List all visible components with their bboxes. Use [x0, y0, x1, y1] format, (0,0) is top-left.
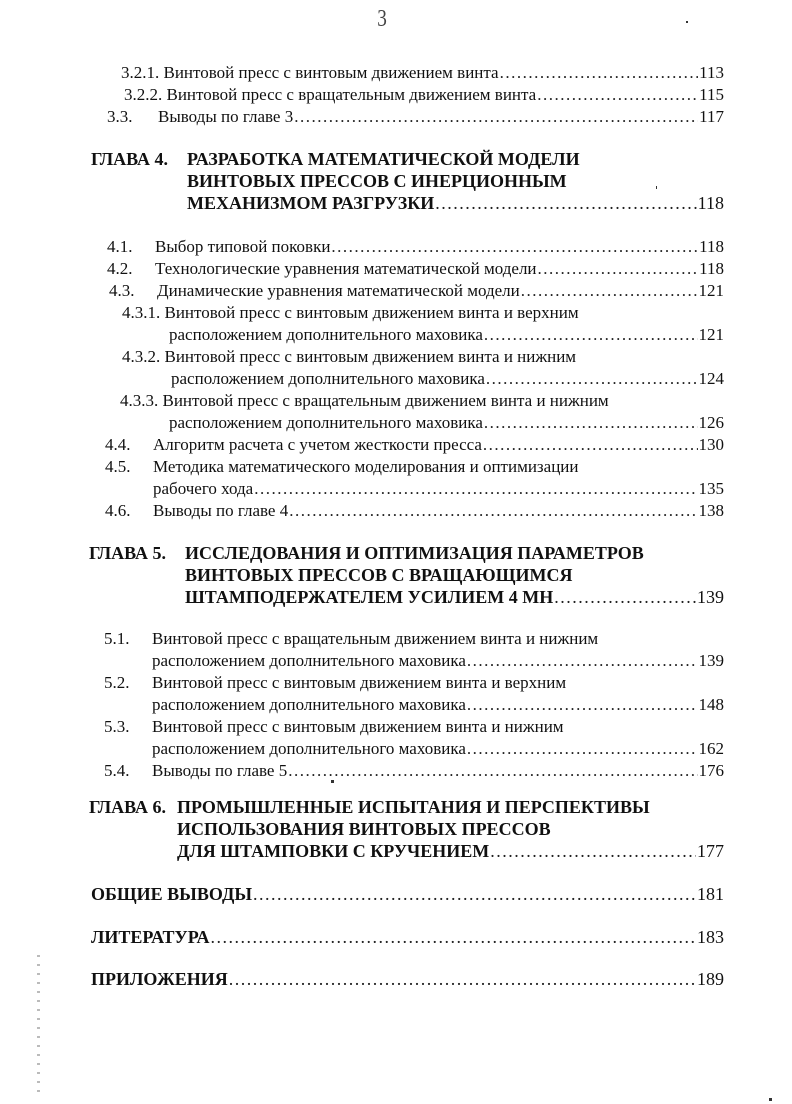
chapter-title-line: ПРОМЫШЛЕННЫЕ ИСПЫТАНИЯ И ПЕРСПЕКТИВЫ	[177, 797, 650, 817]
entry-title: Винтовой пресс с вращательным движением винта	[166, 85, 537, 104]
entry-title: Выводы по главе 3	[158, 107, 294, 126]
entry-title: Винтовой пресс с вращательным движением винта и нижним	[162, 391, 609, 410]
toc-entry-3-2-2[interactable]	[124, 84, 724, 106]
entry-page: 176	[698, 761, 724, 780]
leader-dots	[210, 926, 696, 948]
entry-number: 5.2.	[104, 673, 130, 692]
toc-entry-5-4[interactable]	[104, 760, 724, 782]
entry-page: 126	[698, 413, 724, 432]
leader-dots	[288, 760, 697, 782]
entry-number: 5.4.	[104, 761, 130, 780]
page-number: 3	[377, 6, 387, 32]
leader-dots	[229, 968, 696, 990]
scan-speck	[686, 21, 688, 23]
toc-entry-5-1-cont[interactable]	[152, 650, 724, 672]
toc-entry-4-3-1[interactable]	[122, 302, 579, 324]
leader-dots	[331, 236, 698, 258]
chapter-4-title-line-2: ВИНТОВЫХ ПРЕССОВ С ИНЕРЦИОННЫМ	[187, 171, 567, 191]
toc-entry-literature[interactable]	[91, 926, 724, 948]
entry-title: Винтовой пресс с вращательным движением винта и нижним	[152, 629, 599, 648]
leader-dots	[289, 500, 697, 522]
toc-entry-4-3-3[interactable]	[120, 390, 609, 412]
entry-page: 162	[698, 739, 724, 758]
entry-page: 148	[698, 695, 724, 714]
entry-title: Технологические уравнения математической модели	[155, 259, 537, 278]
chapter-label: ГЛАВА 5.	[89, 543, 167, 563]
chapter-6-heading[interactable]	[89, 796, 650, 818]
entry-title: Винтовой пресс с винтовым движением винта и нижним	[152, 717, 564, 736]
entry-number: 3.2.2.	[124, 85, 163, 104]
entry-page: 117	[699, 107, 724, 126]
entry-number: 5.3.	[104, 717, 130, 736]
leader-dots	[294, 106, 698, 128]
entry-page: 135	[698, 479, 724, 498]
chapter-label: ГЛАВА 4.	[91, 149, 169, 169]
leader-dots	[486, 368, 698, 390]
leader-dots	[467, 738, 698, 760]
entry-page: 121	[698, 281, 724, 300]
chapter-6-title-line-3[interactable]: ДЛЯ ШТАМПОВКИ С КРУЧЕНИЕМ ..... 177	[177, 840, 724, 862]
entry-title-cont: расположением дополнительного маховика	[169, 325, 483, 344]
entry-page: 115	[699, 85, 724, 104]
entry-title: ОБЩИЕ ВЫВОДЫ	[91, 884, 253, 904]
leader-dots	[521, 280, 698, 302]
leader-dots	[538, 258, 699, 280]
entry-number: 5.1.	[104, 629, 130, 648]
toc-entry-4-3-3-cont[interactable]	[169, 412, 724, 434]
entry-title-cont: расположением дополнительного маховика	[152, 695, 466, 714]
entry-title: ЛИТЕРАТУРА	[91, 927, 210, 947]
entry-title: Алгоритм расчета с учетом жесткости пресса	[153, 435, 482, 454]
leader-dots	[490, 840, 696, 862]
leader-dots	[253, 883, 696, 905]
entry-page: 118	[699, 237, 724, 256]
entry-number: 3.2.1.	[121, 63, 160, 82]
chapter-title-line: РАЗРАБОТКА МАТЕМАТИЧЕСКОЙ МОДЕЛИ	[187, 149, 580, 169]
entry-page: 121	[698, 325, 724, 344]
toc-entry-4-5-cont[interactable]	[153, 478, 724, 500]
toc-entry-4-3-2-cont[interactable]	[171, 368, 724, 390]
leader-dots	[537, 84, 698, 106]
toc-entry-appendices[interactable]	[91, 968, 724, 990]
entry-number: 4.5.	[105, 457, 131, 476]
entry-title-cont: расположением дополнительного маховика	[171, 369, 485, 388]
scan-margin-artifact	[37, 955, 40, 1095]
entry-title: Выбор типовой поковки	[155, 237, 331, 256]
leader-dots	[435, 192, 696, 214]
toc-entry-5-3-cont[interactable]	[152, 738, 724, 760]
leader-dots	[484, 324, 698, 346]
chapter-title-line: ИССЛЕДОВАНИЯ И ОПТИМИЗАЦИЯ ПАРАМЕТРОВ	[185, 543, 644, 563]
scan-speck	[769, 1098, 772, 1101]
toc-entry-5-1[interactable]	[104, 628, 598, 650]
chapter-5-title-line-3[interactable]: ШТАМПОДЕРЖАТЕЛЕМ УСИЛИЕМ 4 МН ..... 139	[185, 586, 724, 608]
leader-dots	[467, 694, 698, 716]
entry-title: Винтовой пресс с винтовым движением винта и верхним	[152, 673, 567, 692]
entry-page: 130	[698, 435, 724, 454]
entry-page: 138	[698, 501, 724, 520]
entry-title-cont: расположением дополнительного маховика	[152, 651, 466, 670]
entry-title: ПРИЛОЖЕНИЯ	[91, 969, 228, 989]
entry-title: Винтовой пресс с винтовым движением винта и верхним	[164, 303, 579, 322]
entry-page: 113	[699, 63, 724, 82]
leader-dots	[500, 62, 699, 84]
toc-entry-4-3[interactable]	[109, 280, 724, 302]
entry-page: 177	[697, 841, 724, 861]
leader-dots	[467, 650, 698, 672]
leader-dots	[554, 586, 696, 608]
entry-page: 124	[698, 369, 724, 388]
entry-page: 183	[697, 927, 724, 947]
leader-dots	[483, 434, 698, 456]
chapter-5-heading[interactable]	[89, 542, 644, 564]
chapter-6-title-line-2: ИСПОЛЬЗОВАНИЯ ВИНТОВЫХ ПРЕССОВ	[177, 819, 551, 839]
toc-entry-4-6[interactable]	[105, 500, 724, 522]
entry-title-cont: расположением дополнительного маховика	[152, 739, 466, 758]
scan-speck	[331, 780, 334, 783]
entry-page: 118	[697, 193, 724, 213]
entry-number: 4.4.	[105, 435, 131, 454]
chapter-4-heading[interactable]	[91, 148, 580, 170]
leader-dots	[254, 478, 697, 500]
entry-title: Выводы по главе 4	[153, 501, 289, 520]
entry-page: 118	[699, 259, 724, 278]
entry-title: Методика математического моделирования и оптимизации	[153, 457, 579, 476]
entry-number: 4.3.1.	[122, 303, 161, 322]
chapter-4-title-line-3[interactable]: МЕХАНИЗМОМ РАЗГРУЗКИ ..... 118	[187, 192, 724, 214]
entry-title: Винтовой пресс с винтовым движением винта и нижним	[164, 347, 577, 366]
toc-entry-conclusions[interactable]	[91, 883, 724, 905]
entry-number: 3.3.	[107, 107, 133, 126]
entry-number: 4.1.	[107, 237, 133, 256]
toc-entry-3-3[interactable]	[107, 106, 724, 128]
toc-entry-5-3[interactable]	[104, 716, 564, 738]
toc-entry-4-1[interactable]	[107, 236, 724, 258]
entry-title-cont: расположением дополнительного маховика	[169, 413, 483, 432]
entry-title-cont: рабочего хода	[153, 479, 254, 498]
toc-entry-5-2-cont[interactable]	[152, 694, 724, 716]
toc-entry-3-2-1[interactable]	[121, 62, 724, 84]
entry-number: 4.3.	[109, 281, 135, 300]
leader-dots	[484, 412, 698, 434]
entry-title: Винтовой пресс с винтовым движением винта	[163, 63, 499, 82]
scan-speck	[656, 186, 657, 189]
entry-page: 139	[697, 587, 724, 607]
entry-page: 139	[698, 651, 724, 670]
chapter-5-title-line-2: ВИНТОВЫХ ПРЕССОВ С ВРАЩАЮЩИМСЯ	[185, 565, 573, 585]
entry-title: Выводы по главе 5	[152, 761, 288, 780]
entry-page: 181	[697, 884, 724, 904]
entry-title: Динамические уравнения математической модели	[157, 281, 520, 300]
entry-number: 4.3.3.	[120, 391, 159, 410]
toc-entry-4-4[interactable]	[105, 434, 724, 456]
toc-entry-5-2[interactable]	[104, 672, 566, 694]
entry-number: 4.3.2.	[122, 347, 161, 366]
chapter-label: ГЛАВА 6.	[89, 797, 167, 817]
toc-entry-4-3-1-cont[interactable]	[169, 324, 724, 346]
toc-entry-4-5[interactable]	[105, 456, 579, 478]
toc-entry-4-2[interactable]	[107, 258, 724, 280]
entry-number: 4.2.	[107, 259, 133, 278]
entry-number: 4.6.	[105, 501, 131, 520]
entry-page: 189	[697, 969, 724, 989]
toc-entry-4-3-2[interactable]	[122, 346, 576, 368]
